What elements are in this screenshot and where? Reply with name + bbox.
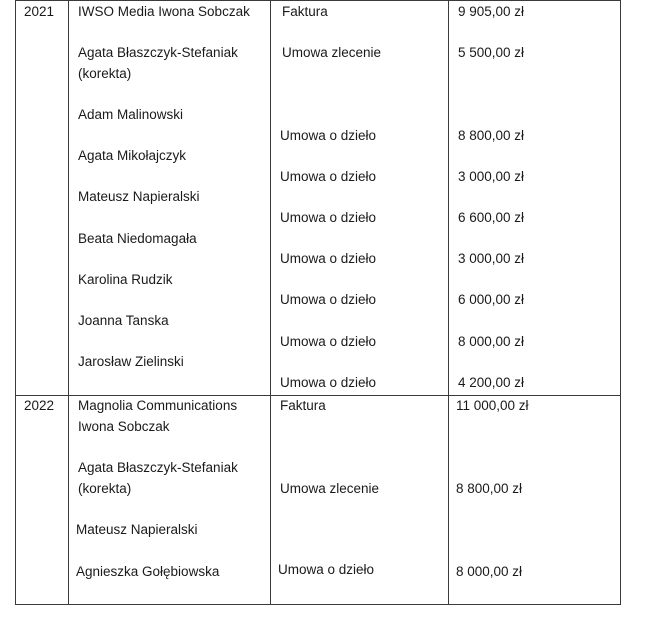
year-cell: 2021 — [24, 4, 55, 19]
contractor-name: Adam Malinowski — [78, 107, 184, 122]
table-border-right — [620, 0, 621, 605]
amount: 8 800,00 zł — [456, 481, 523, 496]
contract-type: Faktura — [282, 4, 328, 19]
contractor-name: Agata Błaszczyk-Stefaniak — [78, 45, 238, 60]
amount: 6 000,00 zł — [458, 292, 525, 307]
contract-type: Umowa o dzieło — [280, 251, 377, 266]
contractor-name: IWSO Media Iwona Sobczak — [78, 4, 250, 19]
contract-type: Umowa o dzieło — [280, 210, 377, 225]
table-border-bottom — [15, 604, 621, 605]
contractor-name: Agata Mikołajczyk — [78, 148, 187, 163]
amount: 8 800,00 zł — [458, 128, 525, 143]
contract-type: Umowa zlecenie — [282, 45, 382, 60]
contract-type: Umowa o dzieło — [280, 128, 377, 143]
contractor-name: Joanna Tanska — [78, 313, 169, 328]
year-cell: 2022 — [24, 398, 55, 413]
amount: 3 000,00 zł — [458, 251, 525, 266]
amount: 8 000,00 zł — [456, 564, 523, 579]
column-divider-3 — [448, 0, 449, 605]
amount: 9 905,00 zł — [458, 4, 525, 19]
table-row-divider — [15, 395, 621, 396]
contract-type: Umowa o dzieło — [280, 169, 377, 184]
amount: 5 500,00 zł — [458, 45, 525, 60]
contract-type: Faktura — [280, 398, 326, 413]
contractor-name: Jarosław Zielinski — [78, 354, 184, 369]
contractor-name-note: (korekta) — [78, 481, 132, 496]
contractor-name-note: (korekta) — [78, 66, 132, 81]
amount: 6 600,00 zł — [458, 210, 525, 225]
amount: 8 000,00 zł — [458, 334, 525, 349]
amount: 3 000,00 zł — [458, 169, 525, 184]
contract-type: Umowa o dzieło — [280, 334, 377, 349]
contract-type: Umowa o dzieło — [280, 292, 377, 307]
contractor-name: Magnolia Communications — [78, 398, 238, 413]
table-border-left — [15, 0, 16, 605]
contractor-name: Karolina Rudzik — [78, 272, 173, 287]
contract-type: Umowa o dzieło — [280, 375, 377, 390]
contractor-name: Mateusz Napieralski — [76, 522, 198, 537]
contractor-name: Beata Niedomagała — [78, 231, 197, 246]
column-divider-2 — [270, 0, 271, 605]
contractor-name: Agnieszka Gołębiowska — [76, 564, 220, 579]
column-divider-1 — [68, 0, 69, 605]
contract-type: Umowa zlecenie — [280, 481, 380, 496]
table-border-top — [15, 0, 621, 1]
amount: 11 000,00 zł — [456, 398, 529, 413]
amount: 4 200,00 zł — [458, 375, 525, 390]
contractor-name: Mateusz Napieralski — [78, 189, 200, 204]
contractor-name-cont: Iwona Sobczak — [78, 419, 170, 434]
contractor-name: Agata Błaszczyk-Stefaniak — [78, 460, 238, 475]
contract-type: Umowa o dzieło — [278, 562, 375, 577]
